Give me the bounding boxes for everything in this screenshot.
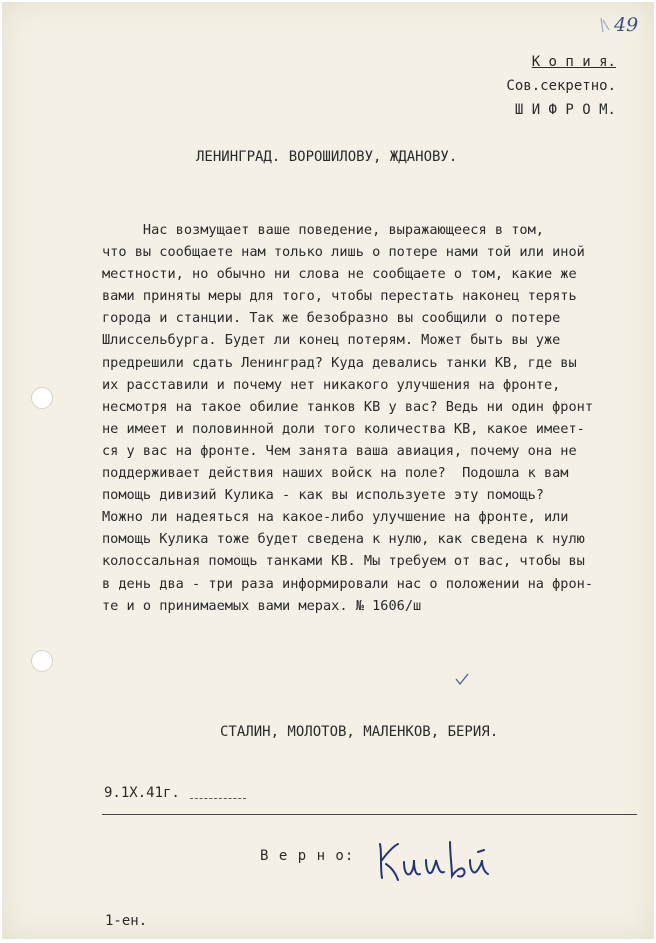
body-line: Шлиссельбурга. Будет ли конец потерям. Может быть вы уже: [102, 332, 561, 349]
margin-pencil-mark: [599, 14, 613, 36]
date-underline: [190, 798, 246, 799]
document-date: 9.1Х.41г.: [104, 785, 180, 801]
body-line: ся у вас на фронте. Чем занята ваша авиация, почему она не: [102, 442, 577, 459]
punch-hole: [31, 650, 53, 672]
body-line: те и о принимаемых вами мерах. № 1606/ш: [102, 597, 422, 614]
page-number: 49: [614, 14, 639, 36]
body-line: в день два - три раза информировали нас о положении на фрон-: [102, 575, 594, 592]
pencil-check-icon: [454, 672, 470, 686]
footer-code: 1-ен.: [105, 913, 148, 929]
body-line: города и станции. Так же безобразно вы сообщили о потере: [102, 310, 561, 327]
body-line: местности, но обычно ни слова не сообщаете о том, какие же: [102, 266, 577, 283]
body-line: помощь Кулика тоже будет сведена к нулю, как сведена к нулю: [102, 531, 585, 548]
body-line: колоссальная помощь танками КВ. Мы требуем от вас, чтобы вы: [102, 553, 585, 570]
punch-hole: [31, 387, 53, 409]
signatories: СТАЛИН, МОЛОТОВ, МАЛЕНКОВ, БЕРИЯ.: [220, 724, 499, 740]
body-line: несмотря на такое обилие танков КВ у вас? Ведь ни один фронт: [102, 398, 594, 415]
document-page: [2, 2, 654, 939]
addressee-title: ЛЕНИНГРАД. ВОРОШИЛОВУ, ЖДАНОВУ.: [196, 149, 458, 165]
body-line: вами приняты меры для того, чтобы перестать наконец терять: [102, 288, 577, 305]
body-line: предрешили сдать Ленинград? Куда девались танки КВ, где вы: [102, 354, 577, 371]
copy-label: К о п и я.: [531, 54, 616, 70]
telegram-body: [102, 219, 593, 617]
body-line: поддерживает действия наших войск на поле? Подошла к вам: [102, 465, 569, 482]
handwritten-signature: [374, 830, 498, 888]
body-line: их расставили и почему нет никакого улучшения на фронте,: [102, 376, 561, 393]
body-line: что вы сообщаете нам только лишь о потере нами той или иной: [102, 244, 585, 261]
cipher-label: Ш И Ф Р О М.: [514, 102, 616, 118]
body-line: не имеет и половинной доли того количества КВ, какое имеет-: [102, 420, 585, 437]
verification-label: В е р н о:: [260, 848, 355, 864]
body-line: помощь дивизий Кулика - как вы используете эту помощь?: [102, 487, 544, 504]
body-line: Нас возмущает ваше поведение, выражающееся в том,: [102, 222, 544, 238]
header-block: [506, 50, 616, 122]
separator-rule: [102, 814, 637, 815]
classification-label: Сов.секретно.: [506, 78, 616, 94]
body-line: Можно ли надеяться на какое-либо улучшение на фронте, или: [102, 509, 569, 526]
